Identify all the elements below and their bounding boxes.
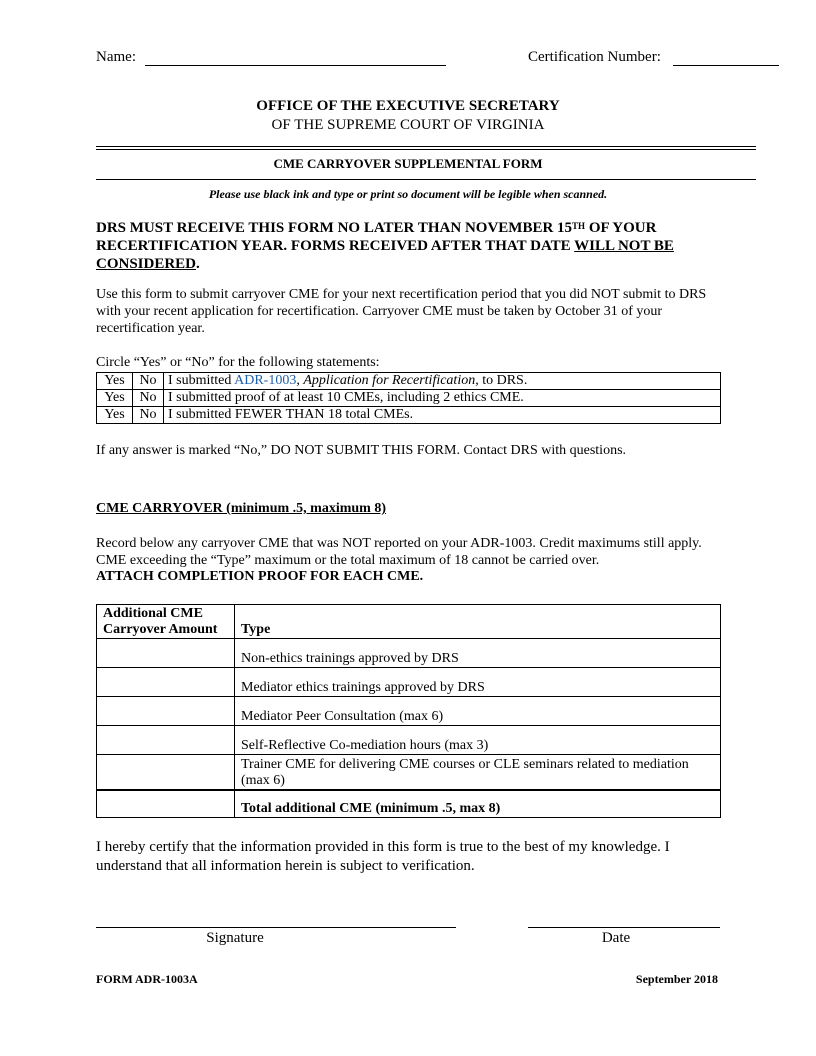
title-rule: [96, 179, 756, 180]
no-option[interactable]: No: [133, 407, 164, 424]
no-option[interactable]: No: [133, 390, 164, 407]
type-cell: Mediator ethics trainings approved by DRS: [235, 668, 721, 697]
double-rule-top: [96, 146, 756, 147]
yes-no-row: [97, 407, 721, 424]
table-row: [97, 668, 721, 697]
type-cell: Self-Reflective Co-mediation hours (max 3): [235, 726, 721, 755]
amount-input[interactable]: [97, 639, 235, 668]
table-row: [97, 755, 721, 790]
attach-notice: ATTACH COMPLETION PROOF FOR EACH CME.: [96, 569, 424, 584]
if-no-notice: If any answer is marked “No,” DO NOT SUBMIT THIS FORM. Contact DRS with questions.: [96, 443, 627, 458]
ink-instructions: Please use black ink and type or print so document will be legible when scanned.: [208, 187, 608, 201]
court-title: OF THE SUPREME COURT OF VIRGINIA: [271, 117, 545, 133]
form-date: September 2018: [635, 972, 718, 986]
name-label: Name:: [96, 49, 136, 65]
certification-number-field[interactable]: [673, 65, 779, 66]
type-cell: Non-ethics trainings approved by DRS: [235, 639, 721, 668]
yes-option[interactable]: Yes: [97, 373, 133, 390]
certification-statement: I hereby certify that the information provided in this form is true to the best of my knowledge. I understand that all information herein is subject to verification.: [96, 839, 670, 874]
table-row: [97, 726, 721, 755]
circle-instruction: Circle “Yes” or “No” for the following statements:: [96, 355, 380, 370]
no-option[interactable]: No: [133, 373, 164, 390]
total-row: [97, 790, 721, 818]
signature-line[interactable]: [96, 927, 456, 928]
yes-option[interactable]: Yes: [97, 407, 133, 424]
table-header-row: [97, 605, 721, 639]
deadline-notice: DRS MUST RECEIVE THIS FORM NO LATER THAN NOVEMBER 15TH OF YOUR RECERTIFICATION YEAR. FORMS RECEIVED AFTER THAT DATE WILL NOT BE CONSIDERED.: [96, 220, 674, 272]
type-cell: Mediator Peer Consultation (max 6): [235, 697, 721, 726]
carryover-heading: CME CARRYOVER (minimum .5, maximum 8): [96, 501, 386, 516]
yes-no-row: [97, 373, 721, 390]
table-row: [97, 697, 721, 726]
signature-label: Signature: [206, 930, 264, 946]
table-row: [97, 639, 721, 668]
type-cell: Trainer CME for delivering CME courses or CLE seminars related to mediation (max 6): [235, 755, 721, 790]
office-title: OFFICE OF THE EXECUTIVE SECRETARY: [256, 98, 560, 114]
statement: I submitted ADR-1003, Application for Recertification, to DRS.: [164, 373, 721, 390]
yes-no-row: [97, 390, 721, 407]
certification-number-label: Certification Number:: [528, 49, 661, 65]
cme-carryover-table: [96, 604, 721, 818]
statement: I submitted FEWER THAN 18 total CMEs.: [164, 407, 721, 424]
adr-1003-link[interactable]: ADR-1003: [234, 373, 297, 388]
amount-input[interactable]: [97, 755, 235, 790]
date-label: Date: [601, 930, 631, 946]
intro-paragraph: Use this form to submit carryover CME for your next recertification period that you did NOT submit to DRS with your recent application for recertification. Carryover CME must be taken by October 31 of your recertification year.: [96, 287, 707, 336]
form-id: FORM ADR-1003A: [96, 972, 198, 986]
amount-column-header: Additional CME Carryover Amount: [97, 605, 235, 639]
amount-input[interactable]: [97, 726, 235, 755]
amount-input[interactable]: [97, 668, 235, 697]
yes-option[interactable]: Yes: [97, 390, 133, 407]
double-rule-bottom: [96, 149, 756, 150]
name-field[interactable]: [145, 65, 446, 66]
yes-no-table: [96, 372, 721, 424]
date-line[interactable]: [528, 927, 720, 928]
total-amount-input[interactable]: [97, 790, 235, 818]
form-title: CME CARRYOVER SUPPLEMENTAL FORM: [273, 156, 543, 171]
total-label: Total additional CME (minimum .5, max 8): [235, 790, 721, 818]
type-column-header: Type: [235, 605, 721, 639]
amount-input[interactable]: [97, 697, 235, 726]
statement: I submitted proof of at least 10 CMEs, including 2 ethics CME.: [164, 390, 721, 407]
record-paragraph: Record below any carryover CME that was NOT reported on your ADR-1003. Credit maximums still apply. CME exceeding the “Type” maximum or the total maximum of 18 cannot be carried over.: [96, 536, 702, 568]
